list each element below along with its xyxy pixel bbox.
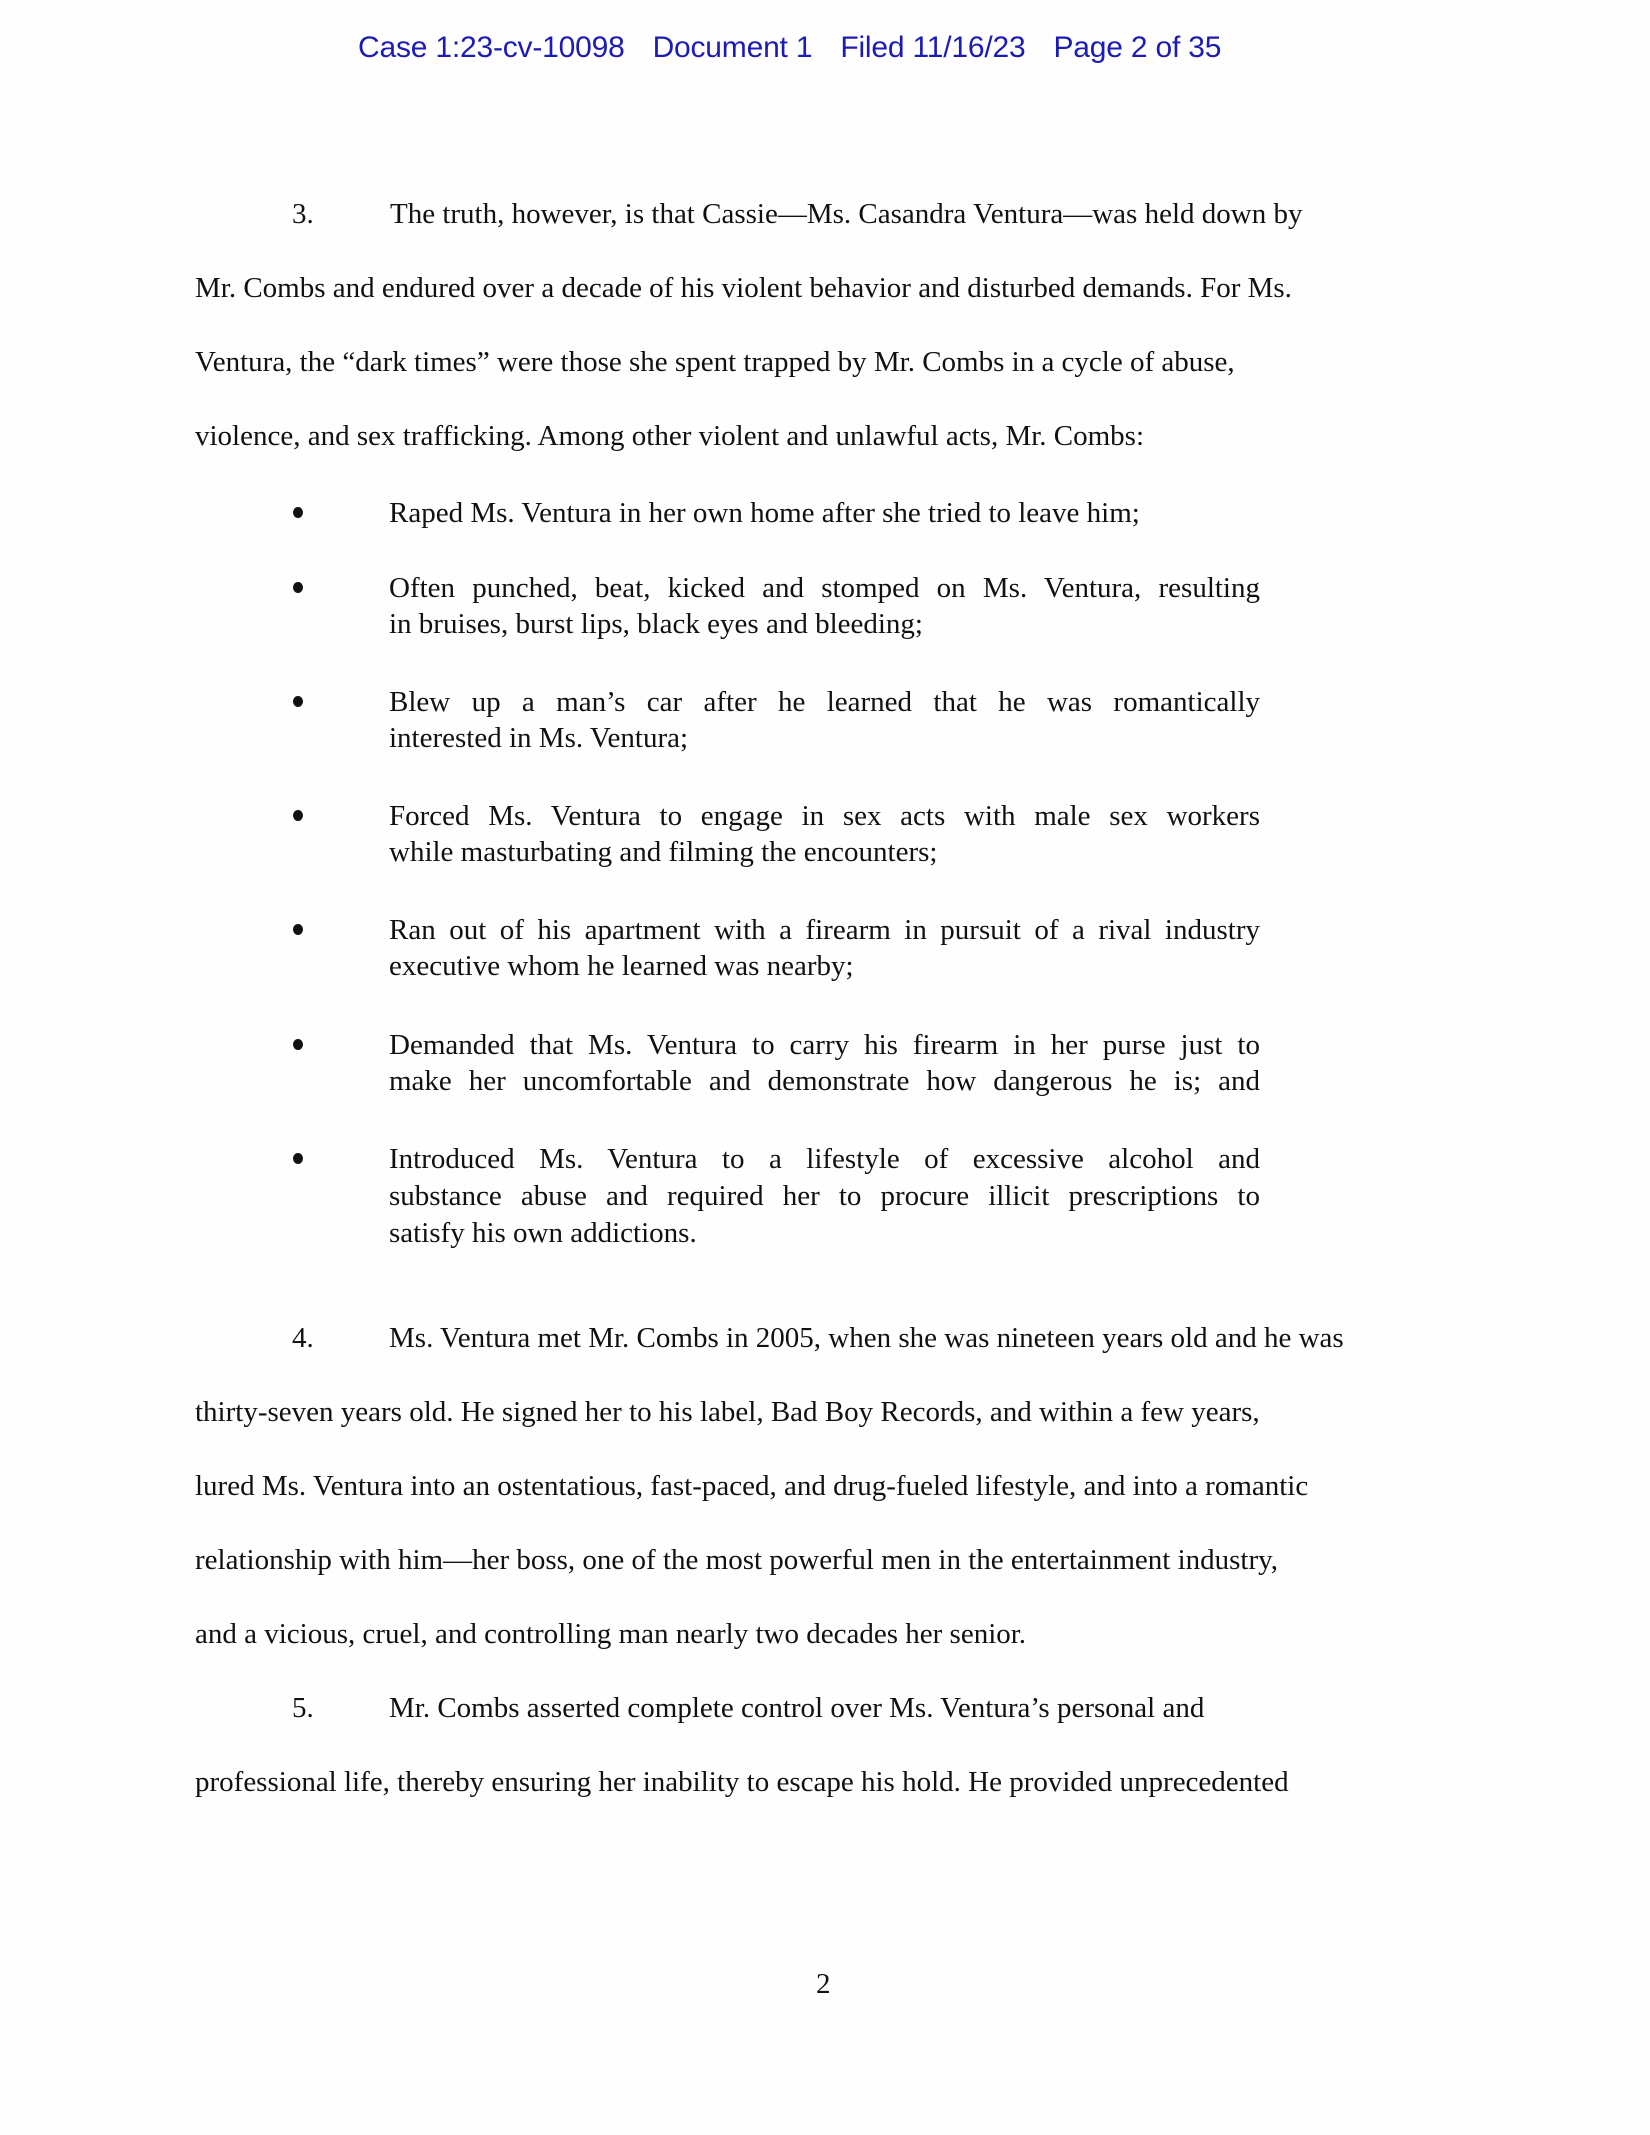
list-item-line: Ran out of his apartment with a firearm in pursuit of a rival industry [389,914,1260,946]
list-item-line: interested in Ms. Ventura; [389,722,689,754]
ecf-header [358,28,1298,68]
list-item-line: substance abuse and required her to procure illicit prescriptions to [389,1180,1260,1212]
list-item-line: Introduced Ms. Ventura to a lifestyle of excessive alcohol and [389,1143,1260,1175]
paragraph-line: The truth, however, is that Cassie—Ms. Casandra Ventura—was held down by [390,198,1303,230]
paragraph-line: professional life, thereby ensuring her inability to escape his hold. He provided unprecedented [195,1766,1289,1798]
list-item-line: Often punched, beat, kicked and stomped on Ms. Ventura, resulting [389,572,1260,604]
paragraph-line: thirty-seven years old. He signed her to his label, Bad Boy Records, and within a few years, [195,1396,1260,1428]
filed-date: Filed 11/16/23 [840,31,1026,64]
bullet-icon [293,1153,303,1164]
paragraph-line: Ms. Ventura met Mr. Combs in 2005, when she was nineteen years old and he was [389,1322,1344,1354]
case-number: Case 1:23-cv-10098 [358,31,625,64]
bullet-icon [293,1039,303,1050]
paragraph-line: relationship with him—her boss, one of the most powerful men in the entertainment industry, [195,1544,1278,1576]
list-item-line: make her uncomfortable and demonstrate how dangerous he is; and [389,1065,1260,1097]
paragraph-line: Mr. Combs asserted complete control over Ms. Ventura’s personal and [389,1692,1205,1724]
bullet-icon [293,924,303,935]
page-count: Page 2 of 35 [1053,31,1222,64]
paragraph-line: Mr. Combs and endured over a decade of his violent behavior and disturbed demands. For Ms. [195,272,1292,304]
paragraph-number: 4. [292,1322,314,1354]
list-item-line: Forced Ms. Ventura to engage in sex acts with male sex workers [389,800,1260,832]
list-item-line: satisfy his own addictions. [389,1217,697,1249]
list-item-line: Demanded that Ms. Ventura to carry his firearm in her purse just to [389,1029,1260,1061]
paragraph-number: 5. [292,1692,314,1724]
page-number: 2 [816,1968,831,2000]
bullet-icon [293,696,303,707]
paragraph-number: 3. [292,198,314,230]
bullet-icon [293,582,303,593]
paragraph-line: Ventura, the “dark times” were those she spent trapped by Mr. Combs in a cycle of abuse, [195,346,1235,378]
list-item-line: while masturbating and filming the encounters; [389,836,938,868]
list-item-line: Raped Ms. Ventura in her own home after she tried to leave him; [389,497,1140,529]
list-item-line: Blew up a man’s car after he learned that he was romantically [389,686,1260,718]
paragraph-line: and a vicious, cruel, and controlling man nearly two decades her senior. [195,1618,1027,1650]
list-item-line: executive whom he learned was nearby; [389,950,854,982]
paragraph-line: violence, and sex trafficking. Among other violent and unlawful acts, Mr. Combs: [195,420,1145,452]
document-number: Document 1 [652,31,813,64]
list-item-line: in bruises, burst lips, black eyes and bleeding; [389,608,923,640]
bullet-icon [293,810,303,821]
bullet-icon [293,507,303,518]
paragraph-line: lured Ms. Ventura into an ostentatious, fast-paced, and drug-fueled lifestyle, and into a romantic [195,1470,1309,1502]
